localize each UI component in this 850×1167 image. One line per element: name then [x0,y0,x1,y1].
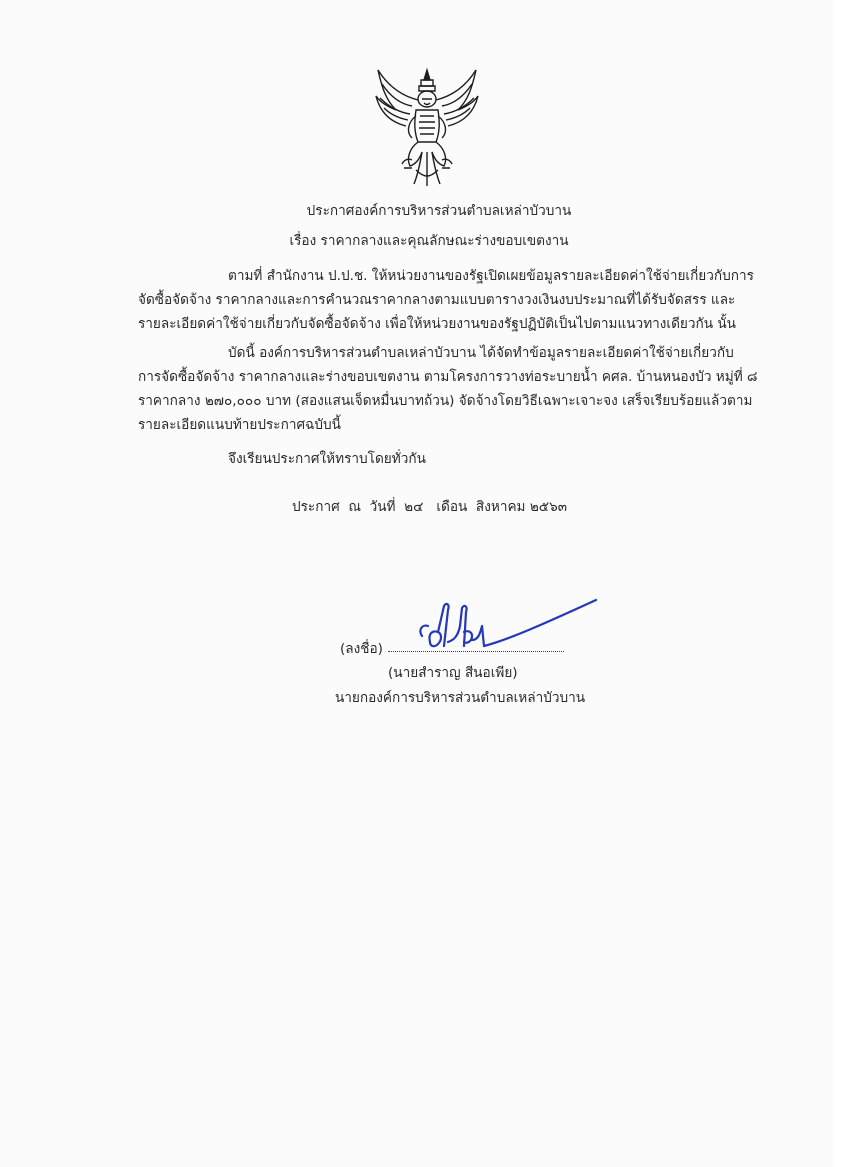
paragraph-1-line-3: รายละเอียดค่าใช้จ่ายเกี่ยวกับจัดซื้อจัดจ้าง เพื่อให้หน่วยงานของรัฐปฏิบัติเป็นไปตามแนวทางเดียวกัน นั้น [138,316,736,332]
garuda-emblem-icon [372,66,482,188]
paragraph-2-line-3: ราคากลาง ๒๗๐,๐๐๐ บาท (สองแสนเจ็ดหมื่นบาทถ้วน) จัดจ้างโดยวิธีเฉพาะเจาะจง เสร็จเรียบร้อยแล้วตาม [138,393,753,409]
paragraph-1-line-2: จัดซื้อจัดจ้าง ราคากลางและการคำนวณราคากลางตามแบบตารางวงเงินงบประมาณที่ได้รับจัดสรร และ [138,292,736,308]
document-subject: เรื่อง ราคากลางและคุณลักษณะร่างขอบเขตงาน [289,233,569,249]
sign-label: (ลงชื่อ) [340,641,383,657]
paragraph-2-line-2: การจัดซื้อจัดจ้าง ราคากลางและร่างขอบเขตงาน ตามโครงการวางท่อระบายน้ำ คศล. บ้านหนองบัว หมู่ที่ ๘ [138,369,758,385]
paragraph-1-line-1: ตามที่ สำนักงาน ป.ป.ช. ให้หน่วยงานของรัฐเปิดเผยข้อมูลรายละเอียดค่าใช้จ่ายเกี่ยวกับการ [228,268,754,284]
scan-edge [833,0,850,1167]
signer-name: (นายสำราญ สีนอเพีย) [388,665,518,681]
paragraph-2-line-4: รายละเอียดแนบท้ายประกาศฉบับนี้ [138,417,341,433]
closing-text: จึงเรียนประกาศให้ทราบโดยทั่วกัน [228,451,426,467]
handwritten-signature [408,596,598,660]
announcement-date: ประกาศ ณ วันที่ ๒๔ เดือน สิงหาคม ๒๕๖๓ [292,499,568,515]
paragraph-2-line-1: บัดนี้ องค์การบริหารส่วนตำบลเหล่าบัวบาน ได้จัดทำข้อมูลรายละเอียดค่าใช้จ่ายเกี่ยวกับ [228,345,734,361]
document-header: ประกาศองค์การบริหารส่วนตำบลเหล่าบัวบาน [306,203,572,219]
signer-position: นายกองค์การบริหารส่วนตำบลเหล่าบัวบาน [335,690,586,706]
